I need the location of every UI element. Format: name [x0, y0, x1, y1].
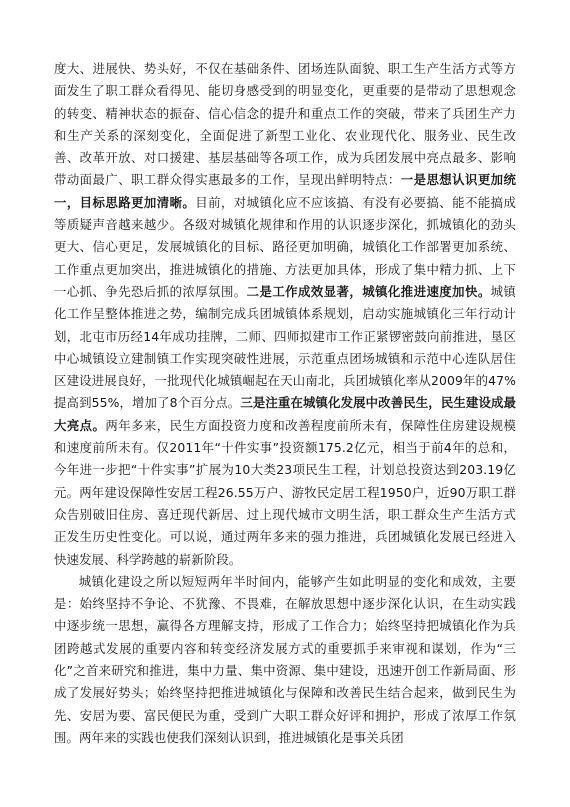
- text-run: 城镇化工作呈整体推进之势，编制完成兵团城镇体系规划，启动实施城镇化三年行动计划，北屯市历经14年成功挂牌，二师、四师拟建市工作正紧锣密鼓向前推进，垦区中心城镇设立建制镇工作实现突破性进展，示范重点团场城镇和示范中心连队居住区建设进展良好，一批现代化城镇崛起在天山南北，兵团城镇化率从2009年的47%提高到55%，增加了8个百分点。: [54, 283, 517, 411]
- text-run: 度大、进展快、势头好，不仅在基础条件、团场连队面貌、职工生产生活方式等方面发生了职工群众看得见、能切身感受到的明显变化，更重要的是带动了思想观念的转变、精神状态的振奋、信心信念的提升和重点工作的突破，带来了兵团生产力和生产关系的深刻变化，全面促进了新型工业化、农业现代化、服务业、民生改善、改革开放、对口援建、基层基础等各项工作，成为兵团发展中亮点最多、影响带动面最广、职工群众得实惠最多的工作，呈现出鲜明特点：: [54, 61, 516, 188]
- text-run: 城镇化建设之所以短短两年半时间内，能够产生如此明显的变化和成效，主要是：始终坚持不争论、不犹豫、不畏难，在解放思想中逐步深化认识，在生动实践中逐步统一思想，赢得各方理解支持，形成了工作合力；始终坚持把城镇化作为兵团跨越式发展的重要内容和转变经济发展方式的重要抓手来审视和谋划，作为“三化”之首来研究和推进，集中力量、集中资源、集中建设，迅速开创工作新局面、形成了发展好势头；始终坚持把推进城镇化与保障和改善民生结合起来，做到民生为先、安居为要、富民便民为重，受到广大职工群众好评和拥护，形成了浓厚工作氛围。两年来的实践也使我们深刻认识到，推进城镇化是事关兵团: [54, 573, 516, 745]
- document-body: [54, 58, 516, 749]
- bold-heading: 三是注重在城镇化发展中改善民生，民生建设成最大亮点。: [54, 395, 516, 433]
- text-run: 两年多来，民生方面投资力度和改善程度前所未有，保障性住房建设规模和速度前所未有。仅2011年“十件实事”投资额175.2亿元，相当于前4年的总和，今年进一步把“十件实事”扩展为10大类23项民生工程，计划总投资达到203.19亿元。两年建设保障性安居工程26.55万户、游牧民定居工程1950户，近90万职工群众告别破旧住房、喜迁现代新居、过上现代城市文明生活，职工群众生产生活方式正发生历史性变化。可以说，通过两年多来的强力推进，兵团城镇化发展已经进入快速发展、科学跨越的崭新阶段。: [54, 417, 516, 567]
- paragraph-2: [54, 571, 516, 749]
- bold-heading: 一是思想认识更加统一，目标思路更加清晰。: [54, 172, 516, 210]
- text-run: 目前，对城镇化应不应该搞、有没有必要搞、能不能搞成等质疑声音越来越少。各级对城镇化规律和作用的认识逐步深化，抓城镇化的劲头更大、信心更足，发展城镇化的目标、路径更加明确，城镇化工作部署更加系统、工作重点更加突出，推进城镇化的措施、方法更加具体，形成了集中精力抓、上下一心抓、争先恐后抓的浓厚氛围。: [54, 194, 516, 299]
- bold-heading: 二是工作成效显著，城镇化推进速度加快。: [246, 283, 491, 299]
- paragraph-1: [54, 58, 516, 571]
